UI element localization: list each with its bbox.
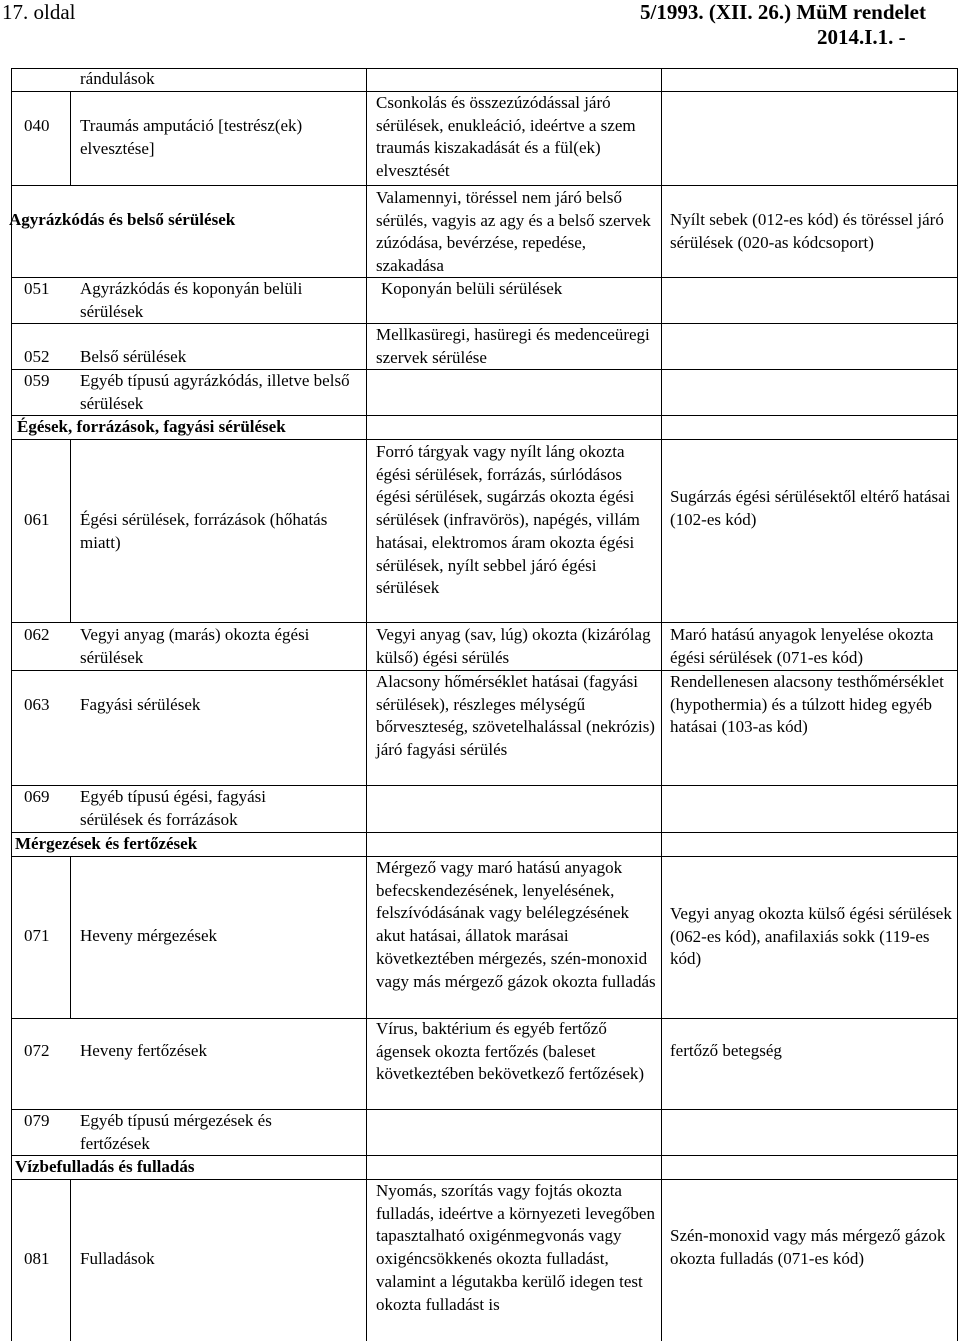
row-divider: [11, 185, 958, 186]
section-title-burns: Égések, forrázások, fagyási sérülések: [17, 417, 286, 436]
row-excludes-081: Szén-monoxid vagy más mérgező gázok okozta fulladás (071-es kód): [670, 1226, 946, 1268]
row-includes-061: Forró tárgyak vagy nyílt láng okozta égési sérülések, forrázás, súrlódásos égési sérülések, sugárzás okozta égési sérülések (infravörös), napégés, villám hatásai, elektromos áram okozta égési sérülések, nyílt sebbel járó égési sérülések: [376, 442, 640, 598]
row-includes-051: Koponyán belüli sérülések: [381, 279, 563, 298]
row-excludes-062: Maró hatású anyagok lenyelése okozta égési sérülések (071-es kód): [670, 625, 934, 667]
row-excludes-071: Vegyi anyag okozta külső égési sérülések (062-es kód), anafilaxiás sokk (119-es kód): [670, 904, 952, 969]
row-name-071: Heveny mérgezések: [80, 926, 218, 945]
section-title-drowning: Vízbefulladás és fulladás: [15, 1157, 195, 1176]
code-divider: [70, 856, 71, 1018]
row-code-040: 040: [24, 116, 50, 135]
column-divider-2: [661, 68, 662, 1341]
section-includes-concussion: Valamennyi, töréssel nem járó belső sérülés, vagyis az agy és a belső szervek zúzódása, bevérzése, repedése, szakadása: [376, 188, 651, 276]
row-code-051: 051: [24, 279, 50, 298]
row-code-079: 079: [24, 1111, 50, 1130]
continuation-text: rándulások: [80, 69, 155, 88]
row-code-059: 059: [24, 371, 50, 390]
row-includes-071: Mérgező vagy maró hatású anyagok befecskendezésének, lenyelésének, felszívódásának vagy belélegzésének akut hatásai, állatok marásai következtében mérgezés, szén-monoxid vagy más mérgező gázok okozta fulladás: [376, 858, 656, 991]
section-title-poisoning: Mérgezések és fertőzések: [15, 834, 198, 853]
row-includes-052: Mellkasüregi, hasüregi és medenceüregi szervek sérülése: [376, 325, 650, 367]
row-name-079: Egyéb típusú mérgezések és fertőzések: [80, 1111, 272, 1153]
row-code-052: 052: [24, 347, 50, 366]
section-title-concussion: Agyrázkódás és belső sérülések: [9, 210, 236, 229]
row-includes-063: Alacsony hőmérséklet hatásai (fagyási sérülések), részleges mélységű bőrveszteség, szövetelhalással (nekrózis) járó fagyási sérülés: [376, 672, 655, 760]
page-number: 17. oldal: [2, 0, 76, 24]
row-name-052: Belső sérülések: [80, 347, 187, 366]
row-divider: [11, 622, 958, 623]
row-name-081: Fulladások: [80, 1249, 155, 1268]
row-excludes-072: fertőző betegség: [670, 1041, 782, 1060]
code-divider: [70, 91, 71, 185]
row-name-059: Egyéb típusú agyrázkódás, illetve belső sérülések: [80, 371, 350, 413]
code-divider: [70, 1179, 71, 1341]
row-divider: [11, 439, 958, 440]
row-excludes-063: Rendellenesen alacsony testhőmérséklet (hypothermia) és a túlzott hideg egyéb hatásai (103-as kód): [670, 672, 944, 737]
row-includes-062: Vegyi anyag (sav, lúg) okozta (kizárólag külső) égési sérülés: [376, 625, 651, 667]
regulation-title: 5/1993. (XII. 26.) MüM rendelet: [640, 0, 926, 24]
row-name-040: Traumás amputáció [testrész(ek) elvesztése]: [80, 116, 303, 158]
row-code-061: 061: [24, 510, 50, 529]
row-name-051: Agyrázkódás és koponyán belüli sérülések: [80, 279, 303, 321]
row-includes-040: Csonkolás és összezúzódással járó sérülések, enukleáció, ideértve a szem traumás kiszakadását és a fül(ek) elvesztését: [376, 93, 636, 181]
row-name-063: Fagyási sérülések: [80, 695, 201, 714]
row-code-072: 072: [24, 1041, 50, 1060]
row-name-069: Egyéb típusú égési, fagyási sérülések és forrázások: [80, 787, 267, 829]
code-divider: [70, 439, 71, 622]
row-name-072: Heveny fertőzések: [80, 1041, 207, 1060]
row-code-069: 069: [24, 787, 50, 806]
row-name-061: Égési sérülések, forrázások (hőhatás miatt): [80, 510, 328, 552]
section-excludes-concussion: Nyílt sebek (012-es kód) és töréssel járó sérülések (020-as kódcsoport): [670, 210, 944, 252]
column-divider-1: [366, 68, 367, 1341]
row-includes-081: Nyomás, szorítás vagy fojtás okozta fulladás, ideértve a környezeti levegőben tapasztalható oxigénmegvonás vagy oxigéncsökkenés okozta fulladást, valamint a légutakba kerülő idegen test okozta fulladást is: [376, 1181, 655, 1314]
row-name-062: Vegyi anyag (marás) okozta égési sérülések: [80, 625, 310, 667]
regulation-version: 2014.I.1. -: [817, 25, 906, 49]
row-code-063: 063: [24, 695, 50, 714]
row-code-062: 062: [24, 625, 50, 644]
row-code-081: 081: [24, 1249, 50, 1268]
row-excludes-061: Sugárzás égési sérülésektől eltérő hatásai (102-es kód): [670, 487, 951, 529]
row-includes-072: Vírus, baktérium és egyéb fertőző ágensek okozta fertőzés (baleset következtében bekövetkező fertőzések): [376, 1019, 645, 1084]
row-code-071: 071: [24, 926, 50, 945]
